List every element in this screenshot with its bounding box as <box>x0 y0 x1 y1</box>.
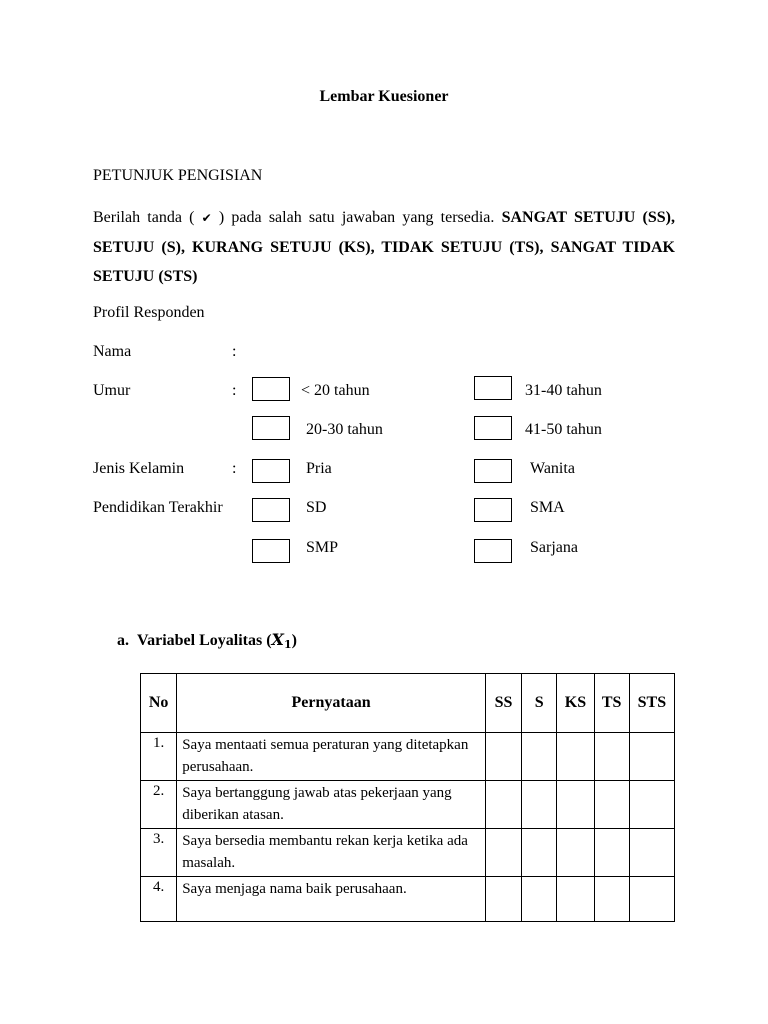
education-checkbox-sd[interactable] <box>252 498 290 522</box>
answer-cell-s[interactable] <box>522 877 557 922</box>
answer-cell-ks[interactable] <box>557 733 594 781</box>
umur-checkbox-lt20[interactable] <box>252 377 290 401</box>
header-ks: KS <box>557 674 594 733</box>
answer-cell-ts[interactable] <box>594 829 629 877</box>
row-statement: Saya mentaati semua peraturan yang ditetapkan perusahaan. <box>177 733 486 781</box>
answer-cell-s[interactable] <box>522 781 557 829</box>
row-statement: Saya bertanggung jawab atas pekerjaan yang diberikan atasan. <box>177 781 486 829</box>
header-sts: STS <box>629 674 674 733</box>
row-number: 4. <box>141 877 177 922</box>
row-number: 2. <box>141 781 177 829</box>
education-checkbox-sarjana[interactable] <box>474 539 512 563</box>
jenis-kelamin-label: Jenis Kelamin <box>93 460 185 477</box>
profile-heading: Profil Responden <box>93 304 205 321</box>
section-a-var: X <box>271 630 284 649</box>
education-option-sd: SD <box>306 499 327 516</box>
answer-cell-s[interactable] <box>522 829 557 877</box>
section-a-close: ) <box>291 632 297 649</box>
umur-option-lt20: < 20 tahun <box>301 382 370 399</box>
row-number: 1. <box>141 733 177 781</box>
row-statement: Saya bersedia membantu rekan kerja ketika ada masalah. <box>177 829 486 877</box>
answer-cell-sts[interactable] <box>629 829 674 877</box>
answer-options-text: SANGAT SETUJU (SS), SETUJU (S), KURANG SETUJU (KS), TIDAK SETUJU (TS), SANGAT TIDAK SETUJU (STS) <box>93 209 675 285</box>
answer-cell-ts[interactable] <box>594 781 629 829</box>
table-row <box>141 733 675 781</box>
section-a-heading <box>117 630 297 651</box>
education-option-sarjana: Sarjana <box>530 539 578 556</box>
pendidikan-label: Pendidikan Terakhir <box>93 499 223 516</box>
answer-cell-s[interactable] <box>522 733 557 781</box>
nama-label: Nama <box>93 343 132 360</box>
education-option-sma: SMA <box>530 499 565 516</box>
table-row <box>141 877 675 922</box>
umur-option-20-30: 20-30 tahun <box>306 421 383 438</box>
gender-option-pria: Pria <box>306 460 332 477</box>
umur-checkbox-41-50[interactable] <box>474 416 512 440</box>
header-ss: SS <box>485 674 521 733</box>
answer-cell-ss[interactable] <box>485 829 521 877</box>
header-ts: TS <box>594 674 629 733</box>
umur-option-41-50: 41-50 tahun <box>525 421 602 438</box>
table-row <box>141 781 675 829</box>
row-statement: Saya menjaga nama baik perusahaan. <box>177 877 486 922</box>
header-s: S <box>522 674 557 733</box>
gender-checkbox-pria[interactable] <box>252 459 290 483</box>
umur-label: Umur <box>93 382 131 399</box>
education-option-smp: SMP <box>306 539 339 556</box>
instructions-paragraph <box>93 203 675 291</box>
answer-cell-ss[interactable] <box>485 781 521 829</box>
answer-cell-ss[interactable] <box>485 877 521 922</box>
answer-cell-sts[interactable] <box>629 781 674 829</box>
answer-cell-ks[interactable] <box>557 877 594 922</box>
answer-cell-ks[interactable] <box>557 829 594 877</box>
umur-checkbox-20-30[interactable] <box>252 416 290 440</box>
section-a-title: Variabel Loyalitas ( <box>137 632 272 649</box>
jenis-kelamin-colon: : <box>232 460 237 477</box>
gender-option-wanita: Wanita <box>530 460 575 477</box>
section-a-variable <box>272 630 292 649</box>
answer-cell-sts[interactable] <box>629 733 674 781</box>
instructions-text-after: ) pada salah satu jawaban yang tersedia. <box>211 209 502 226</box>
answer-cell-sts[interactable] <box>629 877 674 922</box>
instructions-text-before: Berilah tanda ( <box>93 209 202 226</box>
answer-cell-ss[interactable] <box>485 733 521 781</box>
gender-checkbox-wanita[interactable] <box>474 459 512 483</box>
questionnaire-table <box>140 673 675 922</box>
education-checkbox-sma[interactable] <box>474 498 512 522</box>
answer-cell-ts[interactable] <box>594 733 629 781</box>
section-a-prefix: a. <box>117 632 129 649</box>
nama-colon: : <box>232 343 237 360</box>
answer-cell-ts[interactable] <box>594 877 629 922</box>
education-checkbox-smp[interactable] <box>252 539 290 563</box>
answer-cell-ks[interactable] <box>557 781 594 829</box>
umur-option-31-40: 31-40 tahun <box>525 382 602 399</box>
umur-checkbox-31-40[interactable] <box>474 376 512 400</box>
check-mark-icon: ✔ <box>201 211 212 225</box>
table-row <box>141 829 675 877</box>
row-number: 3. <box>141 829 177 877</box>
umur-colon: : <box>232 382 237 399</box>
page-title: Lembar Kuesioner <box>319 88 449 105</box>
header-pernyataan: Pernyataan <box>177 674 486 733</box>
instructions-heading: PETUNJUK PENGISIAN <box>93 167 263 184</box>
table-header-row <box>141 674 675 733</box>
section-a-var-sub: 1 <box>283 638 292 651</box>
header-no: No <box>141 674 177 733</box>
